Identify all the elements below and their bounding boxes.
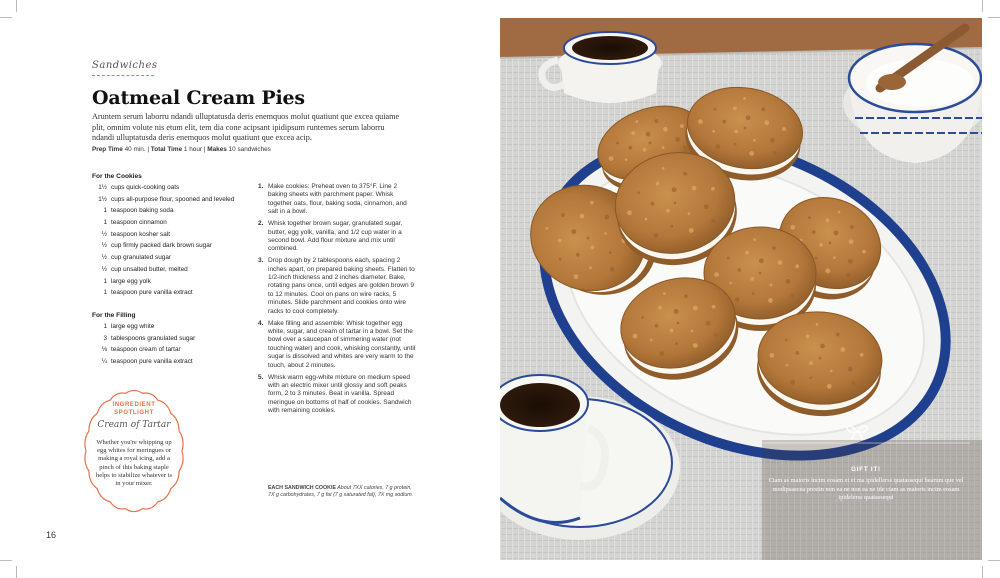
ingredient-item [92,289,262,301]
nutrition-text: About 7XX calories, 7 g protein, 7X g carbohydrates, 7 g fat (7 g saturated fat), 7X mg sodium. [268,485,414,498]
crop-mark [988,17,1000,18]
recipe-step [258,257,418,316]
recipe-intro: Aruntem serum laborru ndandi ulluptatusda deris enemquos molut quatiunt que excea quiame plit, omnim volute nis etum elit, tem dia cone acipsant ipidipsum runtemes serum laborru ndandi ulluptatusda deris enemquos molut quatiunt que excea acip. [92,112,400,142]
food-photo [500,18,982,560]
ingredient-quantity: 1 [103,289,107,297]
spotlight-subtitle: Cream of Tartar [97,420,171,430]
ingredient-quantity: ⅛ [101,346,107,354]
makes-value: 10 sandwiches [228,146,271,153]
ingredient-text: cups all-purpose flour, spooned and leveled [111,195,235,203]
nutrition-info [268,485,418,499]
ingredient-text: teaspoon baking soda [111,207,174,215]
step-number: 4. [258,319,264,327]
spotlight-body: Whether you're whipping up egg whites for meringues or making a royal icing, add a pinch of this baking staple helps to stabilize whatever is in your mixer. [95,439,173,488]
ingredient-quantity: 1 [103,277,107,285]
ingredient-list [92,184,262,301]
ingredient-text: teaspoon kosher salt [111,230,170,238]
recipe-step [258,183,418,217]
ingredient-item [92,207,262,219]
step-number: 5. [258,373,264,381]
ingredient-quantity: 1½ [98,195,107,203]
recipe-title: Oatmeal Cream Pies [92,87,305,109]
total-label: Total Time [150,146,183,153]
section-label: Sandwiches [92,60,158,71]
recipe-step [258,320,418,370]
ingredient-quantity: 1 [103,323,107,330]
makes-label: Makes [207,146,227,153]
gift-heading: GIFT IT! [851,466,881,473]
ingredient-quantity: ½ [101,230,107,238]
recipe-step [258,220,418,254]
section-rule [92,75,154,76]
ingredient-item [92,196,262,208]
filling-ingredients [92,312,262,370]
ingredient-text: cup unsalted butter, melted [111,265,188,273]
ingredient-spotlight [82,389,186,513]
nutrition-label: EACH SANDWICH COOKIE [268,485,336,491]
ingredient-item [92,335,262,347]
ingredient-text: teaspoon pure vanilla extract [111,358,193,366]
recipe-step [258,374,418,416]
step-text: Make cookies: Preheat oven to 375°F. Line 2 baking sheets with parchment paper. Whisk together oats, flour, baking soda, cinnamon, and salt in a bowl. [268,183,407,216]
meta-divider: | [147,146,151,153]
ingredient-quantity: 1 [103,219,107,227]
prep-label: Prep Time [92,146,123,153]
ingredient-item [92,219,262,231]
ingredient-text: tablespoons granulated sugar [111,334,196,342]
ingredient-quantity: ¼ [101,358,107,366]
crop-mark [982,566,983,578]
spotlight-heading-1: INGREDIENT [112,402,156,408]
ingredient-item [92,278,262,290]
step-text: Drop dough by 2 tablespoons each, spacing 2 inches apart, on prepared baking sheets. Flatten to 1/2-inch thickness and 2 inches diameter. Bake, rotating pans once, until edges are golden brown 9 to 12 minutes. Cool on pans on wire racks, 5 minutes. Slide parchment and cookies onto wire racks to cool completely. [268,257,415,315]
step-number: 3. [258,257,264,265]
ingredient-text: large egg yolk [111,277,151,285]
ingredient-item [92,358,262,370]
cookie-ingredients-heading: For the Cookies [92,173,142,180]
ingredient-item [92,266,262,278]
step-text: Whisk warm egg-white mixture on medium speed with an electric mixer until glossy and soft peaks form, 2 to 3 minutes. Beat in vanilla. Spread meringue on bottoms of half of cookies. Sandwich with remaining cookies. [268,373,412,415]
ingredient-text: cup firmly packed dark brown sugar [111,242,212,250]
ingredient-text: teaspoon cream of tartar [111,346,181,354]
ingredient-item [92,323,262,335]
crop-mark [982,0,983,12]
ingredient-quantity: 1 [103,207,107,215]
ingredient-quantity: 1½ [98,184,107,191]
spotlight-heading-2: SPOTLIGHT [114,410,154,416]
ingredient-quantity: ½ [101,242,107,250]
step-text: Whisk together brown sugar, granulated sugar, butter, egg yolk, vanilla, and 1/2 cup water in a second bowl. Add flour mixture and mix until combined. [268,220,403,253]
meta-divider: | [203,146,208,153]
ingredient-text: large egg white [111,323,155,330]
gift-it-caption [762,454,970,503]
total-value: 1 hour [183,146,203,153]
gift-body: Ciam as maioris incim eosam et et ma ipidellerss quatassequi bearum que vel modipsaecea prestin non ea ne non ea ne ide ciam as maioris incim eosam ipidelerss quatassequi [768,477,964,502]
step-text: Make filling and assemble: Whisk together egg white, sugar, and cream of tartar in a bowl. Set the bowl over a saucepan of simmering water (not touching water) and cook, whisking constantly, until sugar is dissolved and whites are very warm to the touch, about 2 minutes. [268,319,416,369]
ingredient-item [92,184,262,196]
ingredient-item [92,254,262,266]
crop-mark [988,560,1000,561]
ingredient-quantity: ½ [101,265,107,273]
ingredient-item [92,242,262,254]
page-number: 16 [46,530,57,540]
ingredient-quantity: 3 [103,334,107,342]
step-number: 1. [258,183,264,190]
ingredient-text: cups quick-cooking oats [111,184,180,191]
ingredient-text: teaspoon cinnamon [111,219,167,227]
recipe-steps [258,183,418,419]
ingredient-text: teaspoon pure vanilla extract [111,289,193,297]
ingredient-item [92,346,262,358]
filling-ingredients-heading: For the Filling [92,312,136,319]
ingredient-text: cup granulated sugar [111,254,172,262]
ingredient-item [92,231,262,243]
step-number: 2. [258,220,264,228]
ingredient-quantity: ½ [101,254,107,262]
prep-value: 40 min. [124,146,146,153]
recipe-meta [92,146,271,153]
cookie-ingredients [92,173,262,301]
ingredient-list [92,323,262,370]
